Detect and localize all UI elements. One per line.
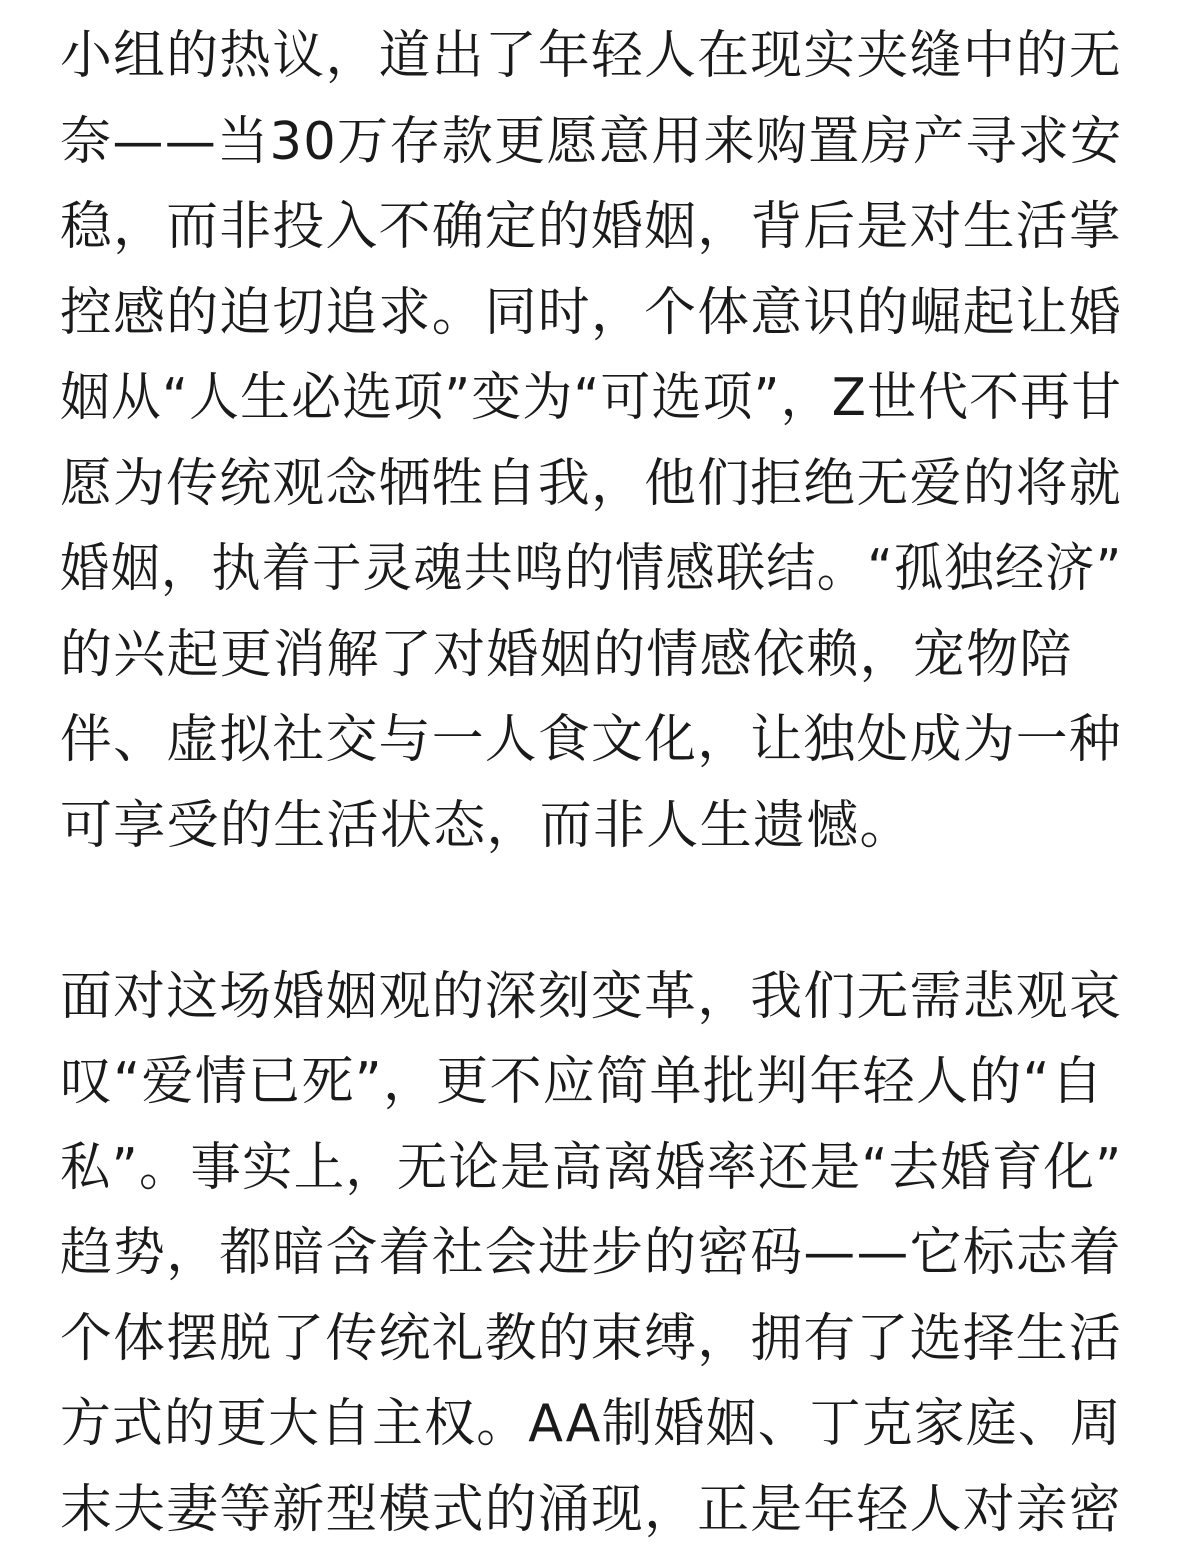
text-line: 末夫妻等新型模式的涌现，正是年轻人对亲密 [60,1468,1118,1553]
text-line: 可享受的生活状态，而非人生遗憾。 [60,784,1122,870]
paragraph-2 [60,955,1122,1553]
text-line: 面对这场婚姻观的深刻变革，我们无需悲观哀 [60,955,1118,1041]
text-line: 小组的热议，道出了年轻人在现实夹缝中的无 [60,14,1118,100]
text-line: 愿为传统观念牺牲自我，他们拒绝无爱的将就 [60,442,1118,528]
text-line: 伴、虚拟社交与一人食文化，让独处成为一种 [60,698,1118,784]
text-line: 趋势，都暗含着社会进步的密码——它标志着 [60,1211,1118,1297]
article-body [60,14,1122,1553]
text-line: 的兴起更消解了对婚姻的情感依赖，宠物陪 [60,613,1122,699]
text-line: 奈——当30万存款更愿意用来购置房产寻求安 [60,100,1103,186]
text-line: 私”。事实上，无论是高离婚率还是“去婚育化” [60,1126,1088,1212]
paragraph-spacer [60,869,1122,955]
paragraph-1 [60,14,1122,869]
text-line: 稳，而非投入不确定的婚姻，背后是对生活掌 [60,185,1118,271]
text-line: 婚姻，执着于灵魂共鸣的情感联结。“孤独经济” [60,527,1065,613]
text-line: 姻从“人生必选项”变为“可选项”，Z世代不再甘 [60,356,1077,442]
text-line: 方式的更大自主权。AA制婚姻、丁克家庭、周 [60,1382,1097,1468]
text-line: 控感的迫切追求。同时，个体意识的崛起让婚 [60,271,1118,357]
text-line: 个体摆脱了传统礼教的束缚，拥有了选择生活 [60,1297,1118,1383]
text-line: 叹“爱情已死”，更不应简单批判年轻人的“自 [60,1040,1122,1126]
